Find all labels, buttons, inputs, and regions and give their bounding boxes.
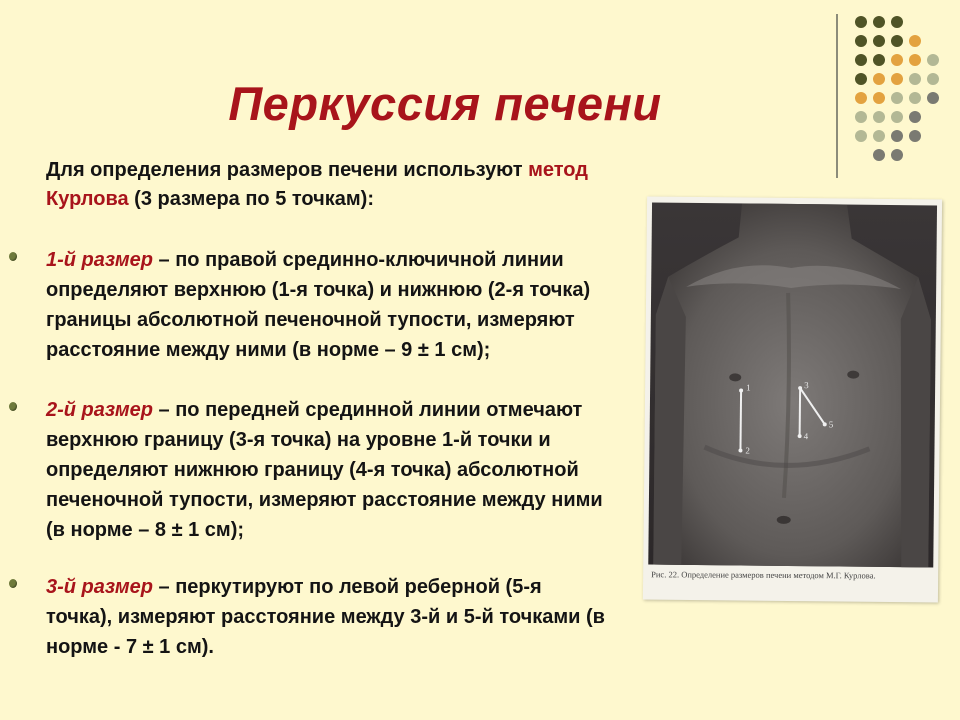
point-label-2: 2 [745, 445, 751, 456]
bullet-dot-icon [9, 252, 17, 261]
bullet-size-2 [46, 395, 606, 545]
bullet-text: – по передней срединной линии отмечают верхнюю границу (3-я точка) на уровне 1-й точки и определяют нижнюю границу (4-я точка) абсолютной печеночной тупости, измеряют расстояние между ними (в норме – 8 ± 1 см); [46, 399, 603, 541]
bullet-dot-icon [9, 579, 17, 588]
bullet-text: – по правой срединно-ключичной линии определяют верхнюю (1-я точка) и нижнюю (2-я точка) границы абсолютной печеночной тупости, измеряют расстояние между ними (в норме – 9 ± 1 см); [46, 249, 591, 361]
intro-paragraph [46, 156, 606, 214]
bullet-text: – перкутируют по левой реберной (5-я точка), измеряют расстояние между 3-й и 5-й точками (в норме - 7 ± 1 см). [46, 576, 605, 658]
point-label-5: 5 [828, 419, 834, 430]
point-label-4: 4 [803, 431, 809, 442]
intro-text-2: (3 размера по 5 точкам): [134, 188, 374, 210]
slide-title: Перкуссия печени [228, 77, 662, 130]
point-label-1: 1 [746, 382, 751, 393]
point-label-3: 3 [804, 380, 809, 391]
bullet-term: 3-й размер [46, 576, 153, 598]
intro-text-1: Для определения размеров печени используют [46, 159, 523, 181]
bullet-term: 1-й размер [46, 249, 153, 271]
bullet-size-1 [46, 245, 606, 365]
bullet-dot-icon [9, 402, 17, 411]
method-name: метод Курлова [46, 159, 588, 210]
torso-photo-icon [643, 196, 942, 571]
bullet-size-3 [46, 572, 606, 662]
bullet-term: 2-й размер [46, 399, 153, 421]
figure-caption: Рис. 22. Определение размеров печени методом М.Г. Курлова. [651, 569, 876, 581]
torso-photo-figure [643, 196, 942, 602]
